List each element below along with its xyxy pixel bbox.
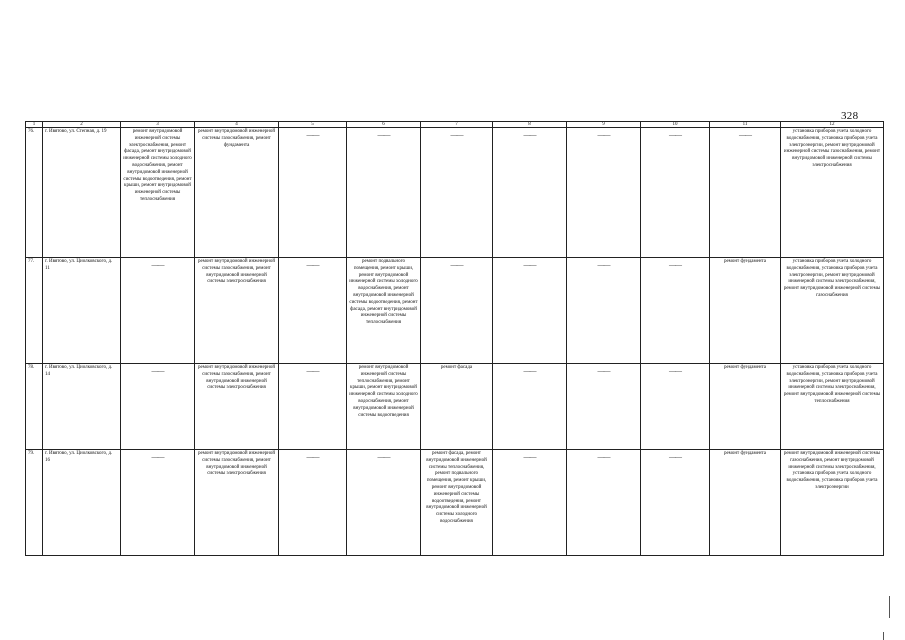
column-number: 9 [567, 122, 641, 128]
dash-mark: —— [523, 453, 536, 461]
row-number: 76. [26, 128, 43, 258]
dash-mark: —— [450, 261, 463, 269]
column-number: 3 [121, 122, 195, 128]
row-number: 79. [26, 450, 43, 556]
column-number: 1 [26, 122, 43, 128]
table-row [26, 128, 884, 258]
work-type-cell: ремонт внутридомовой инженерной системы теплоснабжения, ремонт крыши, ремонт внутридомовой инженерной системы холодного водоснабжения, ремонт внутридомовой инженерной системы водоотведения [347, 364, 421, 450]
dash-mark: —— [597, 453, 610, 461]
work-type-cell: ремонт внутридомовой инженерной системы газоснабжения, ремонт фундамента [195, 128, 279, 258]
work-type-cell: ремонт фундамента [710, 364, 781, 450]
page-number: 328 [841, 110, 859, 122]
work-type-cell: установка приборов учета холодного водоснабжения, установка приборов учета электроэнергии, ремонт внутридомовой инженерной системы газоснабжения, ремонт внутридомовой инженерной системы электроснабжения [781, 128, 884, 258]
address-cell: г. Ивятово, ул. Циолковского, д. 11 [43, 258, 121, 364]
table-row [26, 364, 884, 450]
dash-mark: —— [669, 131, 681, 139]
work-type-cell: установка приборов учета холодного водоснабжения, установка приборов учета электроэнергии, ремонт внутридомовой инженерной системы электроснабжения, ремонт внутридомовой инженерной системы теплоснабжения [781, 364, 884, 450]
empty-dash-cell [279, 364, 347, 450]
dash-mark: —— [523, 131, 536, 139]
dash-mark: —— [523, 261, 536, 269]
scan-artifact [889, 596, 890, 618]
empty-dash-cell [493, 364, 567, 450]
empty-dash-cell [493, 258, 567, 364]
dash-mark: —— [669, 261, 681, 269]
dash-mark: —— [669, 367, 681, 375]
table-row [26, 258, 884, 364]
table-row [26, 450, 884, 556]
work-type-cell: ремонт внутридомовой инженерной системы электроснабжения, ремонт фасада, ремонт внутридомовой инженерной системы холодного водоснабжения, ремонт внутридомовой инженерной системы водоотведения, ремонт крыши, ремонт внутридомовой инженерной системы теплоснабжения [121, 128, 195, 258]
empty-dash-cell [641, 128, 710, 258]
column-number: 5 [279, 122, 347, 128]
dash-mark: —— [597, 131, 610, 139]
column-number: 7 [421, 122, 493, 128]
dash-mark: —— [523, 367, 536, 375]
empty-dash-cell [121, 364, 195, 450]
empty-dash-cell [121, 258, 195, 364]
work-type-cell: ремонт подвального помещения, ремонт крыши, ремонт внутридомовой инженерной системы холодного водоснабжения, ремонт внутридомовой инженерной системы водоотведения, ремонт фасада, ремонт внутридомовой инженерной системы теплоснабжения [347, 258, 421, 364]
dash-mark: —— [306, 453, 319, 461]
work-type-cell: ремонт внутридомовой инженерной системы газоснабжения, ремонт внутридомовой инженерной системы электроснабжения [195, 450, 279, 556]
work-type-cell: ремонт фундамента [710, 258, 781, 364]
empty-dash-cell [347, 128, 421, 258]
empty-dash-cell [641, 258, 710, 364]
column-number: 4 [195, 122, 279, 128]
empty-dash-cell [641, 364, 710, 450]
empty-dash-cell [493, 128, 567, 258]
column-number: 2 [43, 122, 121, 128]
dash-mark: —— [306, 261, 319, 269]
column-number: 10 [641, 122, 710, 128]
dash-mark: —— [377, 131, 390, 139]
work-type-cell: установка приборов учета холодного водоснабжения, установка приборов учета электроэнергии, ремонт внутридомовой инженерной системы электроснабжения, ремонт внутридомовой инженерной системы газоснабжения [781, 258, 884, 364]
address-cell: г. Ивятово, ул. Циолковского, д. 14 [43, 364, 121, 450]
empty-dash-cell [421, 258, 493, 364]
repair-schedule-table [25, 121, 884, 556]
dash-mark: —— [306, 367, 319, 375]
work-type-cell: ремонт фасада, ремонт внутридомовой инженерной системы теплоснабжения, ремонт подвального помещения, ремонт крыши, ремонт внутридомовой инженерной системы водоотведения, ремонт внутридомовой инженерной системы холодного водоснабжения [421, 450, 493, 556]
empty-dash-cell [710, 128, 781, 258]
work-type-cell: ремонт фундамента [710, 450, 781, 556]
dash-mark: —— [306, 131, 319, 139]
empty-dash-cell [493, 450, 567, 556]
dash-mark: —— [597, 261, 610, 269]
dash-mark: —— [151, 367, 164, 375]
dash-mark: —— [377, 453, 390, 461]
address-cell: г. Ивятово, ул. Циолковского, д. 16 [43, 450, 121, 556]
empty-dash-cell [121, 450, 195, 556]
dash-mark: —— [669, 453, 681, 461]
dash-mark: —— [739, 131, 751, 139]
empty-dash-cell [347, 450, 421, 556]
empty-dash-cell [641, 450, 710, 556]
column-number: 12 [781, 122, 884, 128]
empty-dash-cell [567, 128, 641, 258]
work-type-cell: ремонт внутридомовой инженерной системы газоснабжения, ремонт внутридомовой инженерной системы электроснабжения [195, 364, 279, 450]
dash-mark: —— [450, 131, 463, 139]
column-number: 8 [493, 122, 567, 128]
row-number: 78. [26, 364, 43, 450]
column-number: 6 [347, 122, 421, 128]
dash-mark: —— [151, 261, 164, 269]
scan-artifact [883, 632, 884, 640]
empty-dash-cell [567, 450, 641, 556]
empty-dash-cell [567, 258, 641, 364]
dash-mark: —— [597, 367, 610, 375]
address-cell: г. Ивятово, ул. Степная, д. 19 [43, 128, 121, 258]
dash-mark: —— [151, 453, 164, 461]
empty-dash-cell [567, 364, 641, 450]
row-number: 77. [26, 258, 43, 364]
work-type-cell: ремонт внутридомовой инженерной системы газоснабжения, ремонт внутридомовой инженерной системы электроснабжения [195, 258, 279, 364]
column-number: 11 [710, 122, 781, 128]
empty-dash-cell [279, 128, 347, 258]
empty-dash-cell [279, 258, 347, 364]
empty-dash-cell [421, 128, 493, 258]
work-type-cell: ремонт внутридомовой инженерной системы газоснабжения, ремонт внутридомовой инженерной системы электроснабжения, установка приборов учета холодного водоснабжения, установка приборов учета электроэнергии [781, 450, 884, 556]
empty-dash-cell [279, 450, 347, 556]
work-type-cell: ремонт фасада [421, 364, 493, 450]
